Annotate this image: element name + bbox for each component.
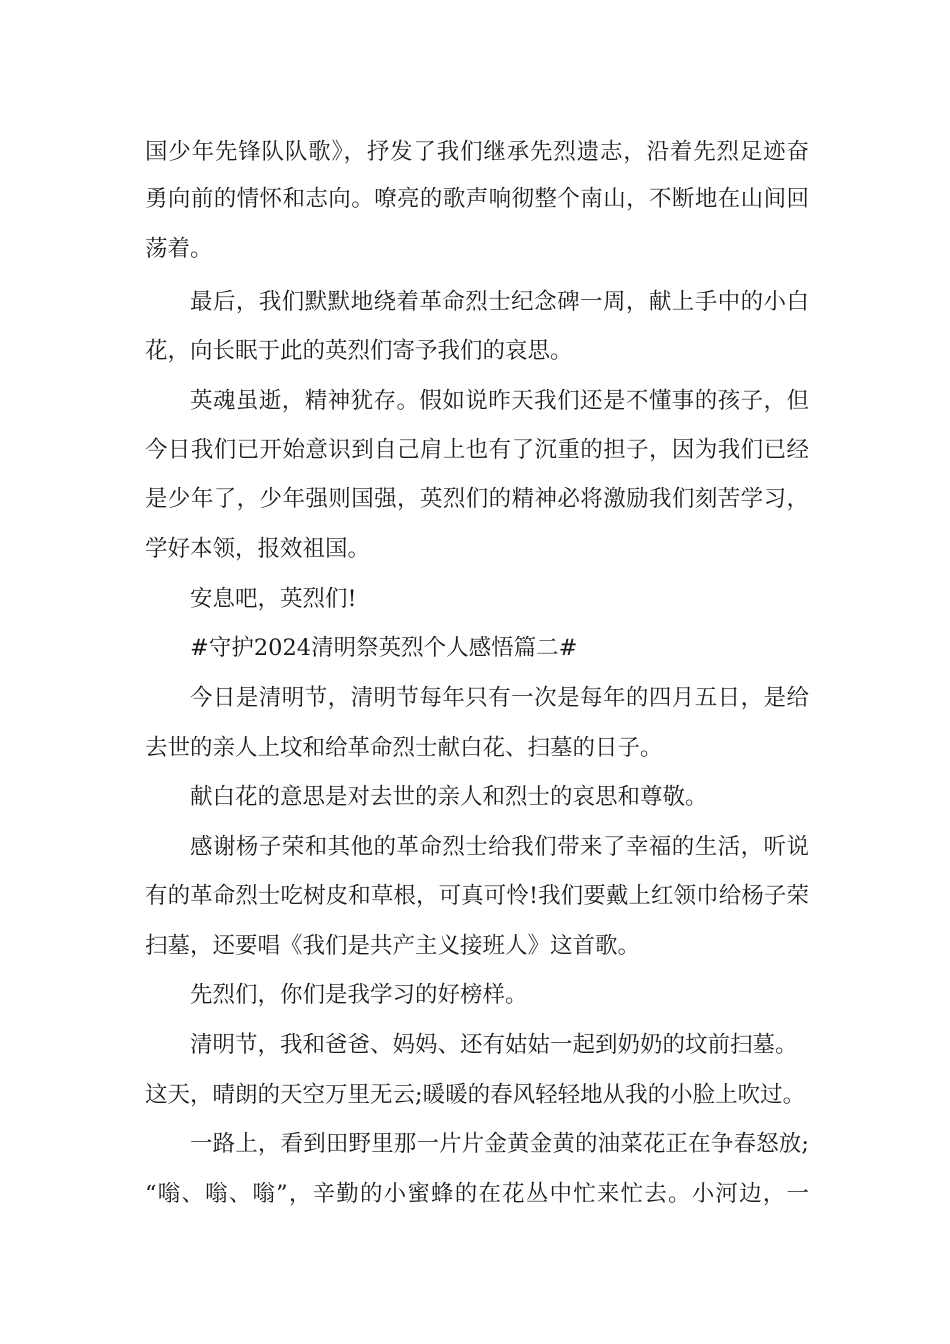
paragraph-first-line: 献白花的意思是对去世的亲人和烈士的哀思和尊敬。	[190, 784, 708, 810]
text-line: 是少年了，少年强则国强，英烈们的精神必将激励我们刻苦学习，	[145, 486, 809, 512]
text-line: 扫墓，还要唱《我们是共产主义接班人》这首歌。	[145, 933, 641, 959]
text-line: “嗡、嗡、嗡”，辛勤的小蜜蜂的在花丛中忙来忙去。小河边，一	[145, 1181, 809, 1207]
text-line: 勇向前的情怀和志向。嘹亮的歌声响彻整个南山，不断地在山间回	[145, 186, 809, 212]
text-line: 荡着。	[145, 236, 213, 262]
text-line: 国少年先锋队队歌》，抒发了我们继承先烈遗志，沿着先烈足迹奋	[145, 139, 809, 165]
paragraph-first-line: 今日是清明节，清明节每年只有一次是每年的四月五日，是给	[190, 685, 809, 711]
text-line: 这天，晴朗的天空万里无云;暖暖的春风轻轻地从我的小脸上吹过。	[145, 1082, 806, 1108]
text-line: 花，向长眠于此的英烈们寄予我们的哀思。	[145, 338, 573, 364]
paragraph-first-line: 安息吧，英烈们!	[190, 586, 357, 612]
text-line: 今日我们已开始意识到自己肩上也有了沉重的担子，因为我们已经	[145, 437, 809, 463]
section-heading: #守护2024清明祭英烈个人感悟篇二#	[190, 635, 578, 661]
text-line: 有的革命烈士吃树皮和草根，可真可怜!我们要戴上红领巾给杨子荣	[145, 883, 809, 909]
paragraph-first-line: 一路上，看到田野里那一片片金黄金黄的油菜花正在争春怒放;	[190, 1131, 809, 1157]
paragraph-first-line: 最后，我们默默地绕着革命烈士纪念碑一周，献上手中的小白	[190, 289, 809, 315]
paragraph-first-line: 清明节，我和爸爸、妈妈、还有姑姑一起到奶奶的坟前扫墓。	[190, 1032, 798, 1058]
text-line: 去世的亲人上坟和给革命烈士献白花、扫墓的日子。	[145, 735, 663, 761]
paragraph-first-line: 英魂虽逝，精神犹存。假如说昨天我们还是不懂事的孩子，但	[190, 388, 809, 414]
text-line: 学好本领，报效祖国。	[145, 536, 371, 562]
paragraph-first-line: 先烈们，你们是我学习的好榜样。	[190, 982, 528, 1008]
paragraph-first-line: 感谢杨子荣和其他的革命烈士给我们带来了幸福的生活，听说	[190, 834, 809, 860]
